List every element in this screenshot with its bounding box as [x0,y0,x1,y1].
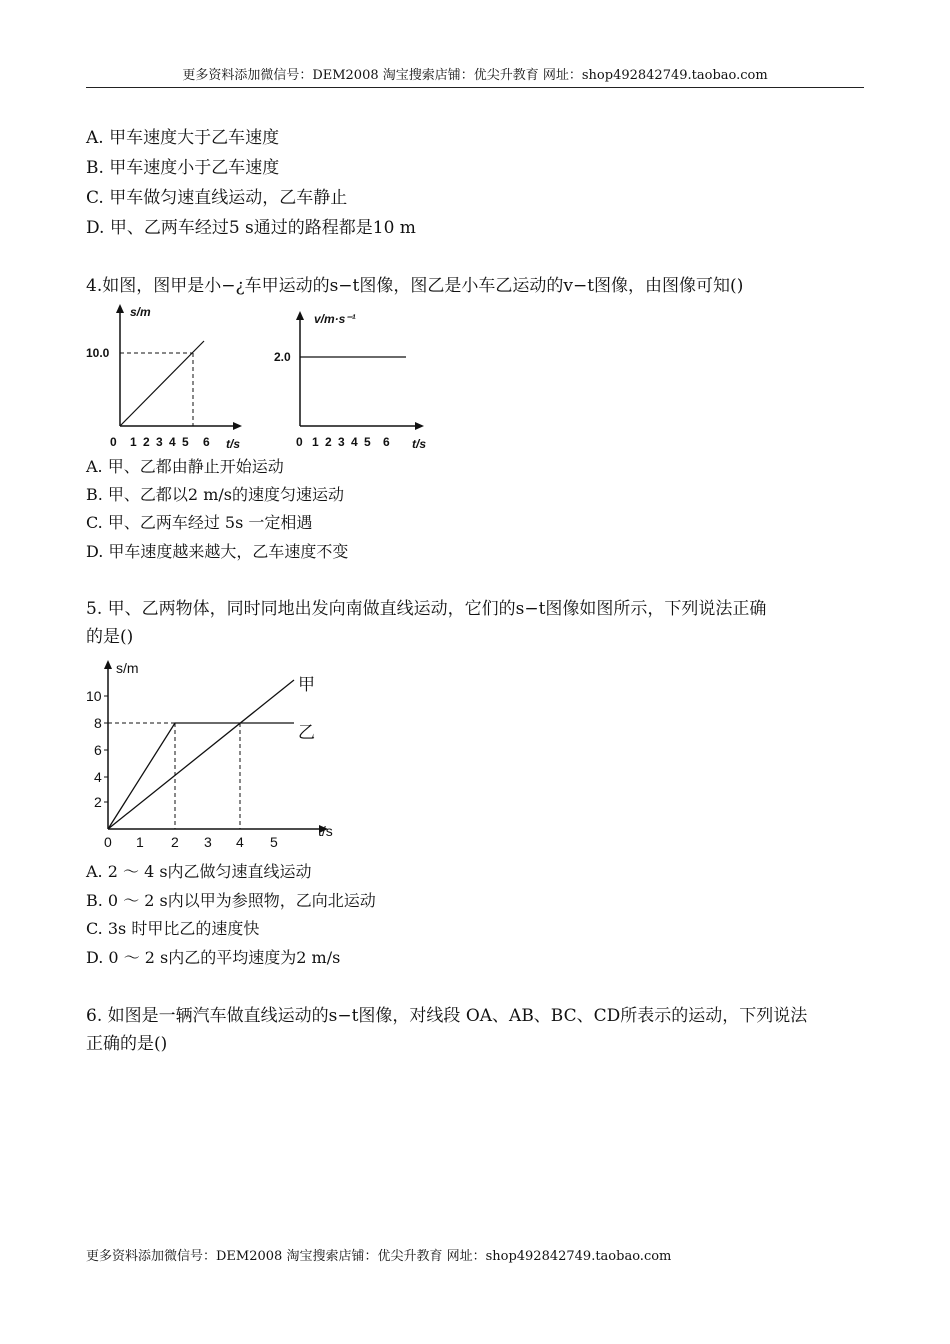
q5-ytick-2: 2 [94,794,102,810]
q4-graph-yi [272,306,442,456]
q5-xtick-0: 0 [104,834,112,850]
q5-xtick-1: 1 [136,834,144,850]
q5-series-yi [108,723,294,829]
q5-ytick-8: 8 [94,715,102,731]
q5-xtick-4: 4 [236,834,244,850]
q4-jia-xtick-2: 2 [143,435,150,449]
q5-ytick-10: 10 [86,688,102,704]
q4-option-d: D. 甲车速度越来越大，乙车速度不变 [86,542,349,561]
q6-stem-line1: 6. 如图是一辆汽车做直线运动的s−t图像，对线段 OA、AB、BC、CD所表示的运动，下列说法 [86,1006,808,1026]
q4-jia-y-arrow [116,304,124,313]
q4-yi-xtick-2: 2 [325,435,332,449]
q4-jia-x-arrow [233,422,242,430]
q4-jia-ytick: 10.0 [86,346,110,360]
q3-option-a: A. 甲车速度大于乙车速度 [86,128,280,148]
q5-stem-line2: 的是() [86,627,134,647]
q5-graph [86,656,346,856]
q4-jia-xlabel: t/s [226,437,241,451]
q4-jia-xtick-0: 0 [110,435,117,449]
q3-option-d: D. 甲、乙两车经过5 s通过的路程都是10 m [86,218,416,238]
q4-option-c: C. 甲、乙两车经过 5s 一定相遇 [86,513,313,532]
q4-yi-xlabel: t/s [412,437,427,451]
q5-option-a: A. 2 ～ 4 s内乙做匀速直线运动 [86,862,312,881]
q5-xlabel: t/s [318,823,333,839]
q5-ytick-6: 6 [94,742,102,758]
q4-yi-ylabel: v/m·s⁻¹ [314,312,356,326]
q5-option-b: B. 0 ～ 2 s内以甲为参照物，乙向北运动 [86,891,376,910]
q5-xtick-5: 5 [270,834,278,850]
q4-yi-xtick-0: 0 [296,435,303,449]
q4-yi-xtick-5: 5 [364,435,371,449]
q4-yi-xtick-4: 4 [351,435,358,449]
q5-ylabel: s/m [116,660,139,676]
q4-yi-xtick-1: 1 [312,435,319,449]
q5-label-yi: 乙 [298,723,315,742]
q5-label-jia: 甲 [298,675,315,694]
q5-y-arrow [104,660,112,669]
page-footer: 更多资料添加微信号：DEM2008 淘宝搜索店铺：优尖升教育 网址：shop492842749.taobao.com [86,1249,672,1264]
header-divider [86,87,864,88]
q5-option-c: C. 3s 时甲比乙的速度快 [86,919,260,938]
q4-jia-xtick-5: 5 [182,435,189,449]
q5-xtick-2: 2 [171,834,179,850]
q4-jia-xtick-3: 3 [156,435,163,449]
q4-graph-jia [86,302,246,452]
q5-stem-line1: 5. 甲、乙两物体，同时同地出发向南做直线运动，它们的s−t图像如图所示，下列说法正确 [86,599,767,619]
q6-stem-line2: 正确的是() [86,1034,168,1054]
q4-jia-ylabel: s/m [130,305,151,319]
q4-jia-xtick-1: 1 [130,435,137,449]
q4-yi-xtick-6: 6 [383,435,390,449]
q4-stem: 4.如图，图甲是小−¿车甲运动的s−t图像，图乙是小车乙运动的v−t图像，由图像可知() [86,276,744,296]
q4-yi-xtick-3: 3 [338,435,345,449]
q4-yi-ytick: 2.0 [274,350,291,364]
q4-option-b: B. 甲、乙都以2 m/s的速度匀速运动 [86,485,344,504]
q5-option-d: D. 0 ～ 2 s内乙的平均速度为2 m/s [86,948,341,967]
q5-series-jia [108,680,294,829]
q4-option-a: A. 甲、乙都由静止开始运动 [86,457,284,476]
q3-option-c: C. 甲车做匀速直线运动，乙车静止 [86,188,348,208]
q5-ytick-4: 4 [94,769,102,785]
q5-xtick-3: 3 [204,834,212,850]
q4-jia-xtick-4: 4 [169,435,176,449]
page-header: 更多资料添加微信号：DEM2008 淘宝搜索店铺：优尖升教育 网址：shop492842749.taobao.com [182,68,768,83]
q4-jia-xtick-6: 6 [203,435,210,449]
q4-yi-x-arrow [415,422,424,430]
q4-jia-line [120,341,204,426]
q4-yi-y-arrow [296,311,304,320]
q3-option-b: B. 甲车速度小于乙车速度 [86,158,280,178]
